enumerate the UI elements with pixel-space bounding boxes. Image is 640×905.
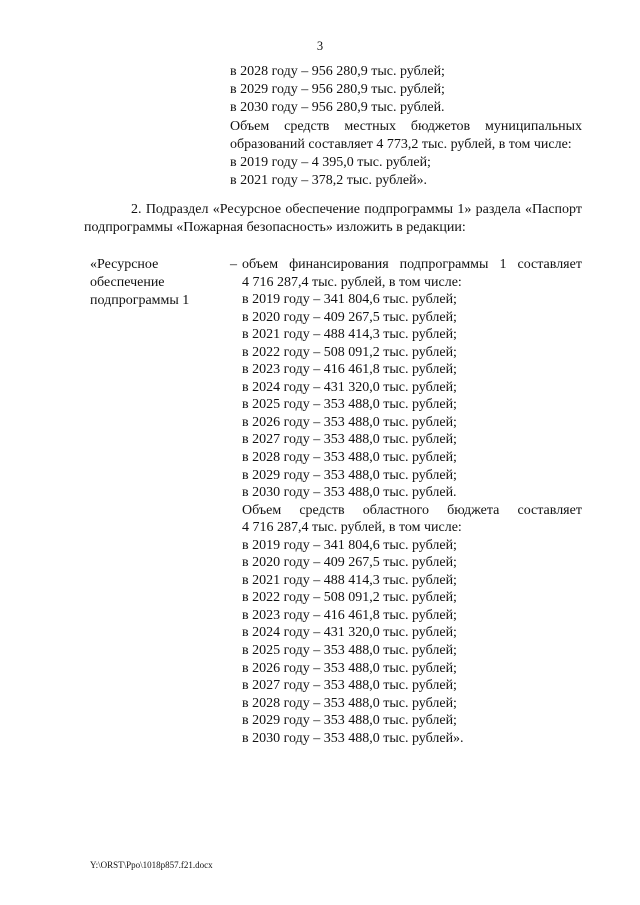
year-line: в 2026 году – 353 488,0 тыс. рублей; (242, 414, 457, 430)
word: средств (284, 118, 330, 134)
year-line: в 2024 году – 431 320,0 тыс. рублей; (242, 379, 457, 395)
word: финансирования (289, 257, 389, 272)
word: «Ресурсное (212, 202, 282, 217)
word: обеспечение (285, 202, 360, 217)
year-line: в 2027 году – 353 488,0 тыс. рублей; (242, 432, 457, 448)
year-line: в 2022 году – 508 091,2 тыс. рублей; (242, 344, 457, 360)
word: областного (362, 502, 429, 518)
text-line: 4 716 287,4 тыс. рублей, в том числе: (242, 520, 462, 536)
word: Объем (230, 118, 270, 134)
label-line: подпрограммы 1 (90, 293, 190, 309)
word: 1 (499, 257, 507, 272)
year-line: в 2028 году – 353 488,0 тыс. рублей; (242, 450, 457, 466)
year-line: в 2028 году – 353 488,0 тыс. рублей; (242, 695, 457, 711)
word: муниципальных (485, 118, 582, 134)
text-line: в 2019 году – 4 395,0 тыс. рублей; (230, 155, 431, 171)
text-line: образований составляет 4 773,2 тыс. рублей, в том числе: (230, 136, 572, 152)
year-line: в 2029 году – 353 488,0 тыс. рублей; (242, 713, 457, 729)
amendment-paragraph (84, 201, 582, 237)
word: «Паспорт (525, 202, 582, 217)
file-path-footer: Y:\ORST\Ppo\1018p857.f21.docx (90, 860, 213, 870)
year-line: в 2023 году – 416 461,8 тыс. рублей; (242, 607, 457, 623)
year-line: в 2030 году – 353 488,0 тыс. рублей. (242, 485, 457, 501)
justified-line (242, 256, 582, 274)
year-line: в 2027 году – 353 488,0 тыс. рублей; (242, 678, 457, 694)
year-line: в 2020 году – 409 267,5 тыс. рублей; (242, 309, 457, 325)
year-line: в 2021 году – 488 414,3 тыс. рублей; (242, 327, 457, 343)
text-line: в 2021 году – 378,2 тыс. рублей». (230, 173, 428, 189)
page-number: 3 (316, 39, 324, 53)
justified-line (84, 201, 582, 219)
word: подпрограммы (399, 257, 489, 272)
word: раздела (475, 202, 521, 217)
text-line: в 2030 году – 956 280,9 тыс. рублей. (230, 100, 445, 116)
word: Подраздел (145, 202, 209, 217)
word: составляет (517, 502, 582, 518)
word: 2. (131, 202, 142, 217)
word: местных (344, 118, 396, 134)
funding-content (242, 256, 582, 747)
year-line: в 2029 году – 353 488,0 тыс. рублей; (242, 467, 457, 483)
section-label (90, 256, 210, 311)
text-line: подпрограммы «Пожарная безопасность» изложить в редакции: (84, 220, 466, 236)
justified-line (230, 118, 582, 136)
word: бюджетов (410, 118, 471, 134)
year-line: в 2026 году – 353 488,0 тыс. рублей; (242, 660, 457, 676)
year-line: в 2019 году – 341 804,6 тыс. рублей; (242, 537, 457, 553)
label-dash: – (230, 257, 237, 272)
word: средств (299, 502, 345, 518)
year-line: в 2024 году – 431 320,0 тыс. рублей; (242, 625, 457, 641)
word: объем (242, 257, 279, 272)
label-line: «Ресурсное (90, 257, 159, 272)
text-line: в 2029 году – 956 280,9 тыс. рублей; (230, 82, 445, 98)
year-line: в 2020 году – 409 267,5 тыс. рублей; (242, 555, 457, 571)
word: составляет (517, 257, 582, 272)
year-line: в 2025 году – 353 488,0 тыс. рублей; (242, 643, 457, 659)
year-line: в 2025 году – 353 488,0 тыс. рублей; (242, 397, 457, 413)
year-line: в 2021 году – 488 414,3 тыс. рублей; (242, 572, 457, 588)
year-line: в 2023 году – 416 461,8 тыс. рублей; (242, 362, 457, 378)
word: 1» (457, 202, 472, 217)
word: Объем (242, 502, 282, 518)
text-line: 4 716 287,4 тыс. рублей, в том числе: (242, 274, 462, 290)
justified-line (242, 502, 582, 520)
year-line: в 2022 году – 508 091,2 тыс. рублей; (242, 590, 457, 606)
label-line: обеспечение (90, 275, 165, 291)
word: подпрограммы (364, 202, 454, 217)
year-line: в 2030 году – 353 488,0 тыс. рублей». (242, 730, 464, 746)
text-line: в 2028 году – 956 280,9 тыс. рублей; (230, 64, 445, 79)
top-continuation-block (230, 63, 582, 190)
year-line: в 2019 году – 341 804,6 тыс. рублей; (242, 292, 457, 308)
word: бюджета (447, 502, 500, 518)
